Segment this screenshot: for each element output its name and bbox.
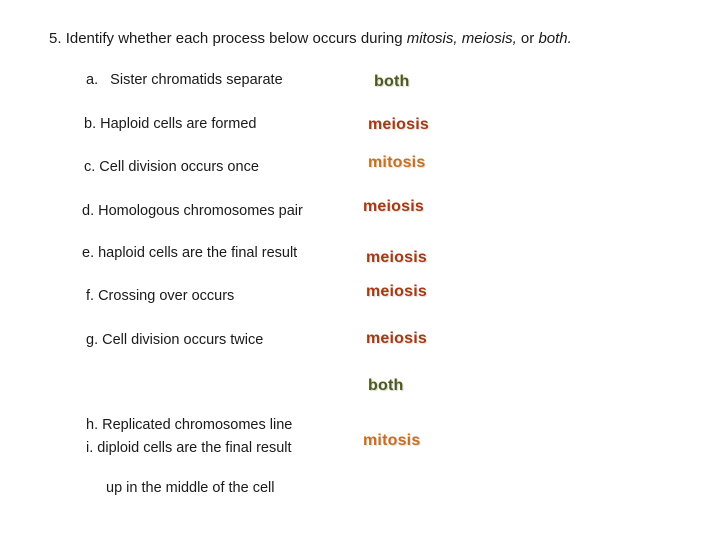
option-meiosis: meiosis, — [461, 30, 517, 47]
question-number: 5. — [49, 30, 62, 47]
question-prompt — [49, 30, 572, 47]
answer-f: meiosis — [366, 283, 427, 300]
item-label-e: e. haploid cells are the final result — [82, 245, 298, 261]
item-label-b: b. Haploid cells are formed — [84, 116, 257, 132]
answer-b: meiosis — [368, 116, 429, 133]
answer-c: mitosis — [368, 154, 426, 171]
option-both: both. — [538, 30, 572, 47]
item-label-a: a. Sister chromatids separate — [86, 72, 283, 88]
item-label-d: d. Homologous chromosomes pair — [82, 203, 303, 219]
or-word: or — [520, 30, 535, 47]
option-mitosis: mitosis, — [406, 30, 458, 47]
item-label-c: c. Cell division occurs once — [84, 159, 259, 175]
item-label-h-line2: up in the middle of the cell — [106, 480, 275, 496]
item-label-h-line1: h. Replicated chromosomes line — [86, 417, 293, 433]
item-label-i: i. diploid cells are the final result — [86, 440, 292, 456]
item-label-g: g. Cell division occurs twice — [86, 332, 264, 348]
answer-i: mitosis — [363, 432, 421, 449]
answer-d: meiosis — [363, 198, 424, 215]
answer-e: meiosis — [366, 249, 427, 266]
answer-g: meiosis — [366, 330, 427, 347]
answer-h: both — [368, 377, 404, 394]
answer-a: both — [374, 73, 410, 90]
question-text: Identify whether each process below occurs during — [65, 30, 403, 47]
item-label-f: f. Crossing over occurs — [86, 288, 235, 304]
